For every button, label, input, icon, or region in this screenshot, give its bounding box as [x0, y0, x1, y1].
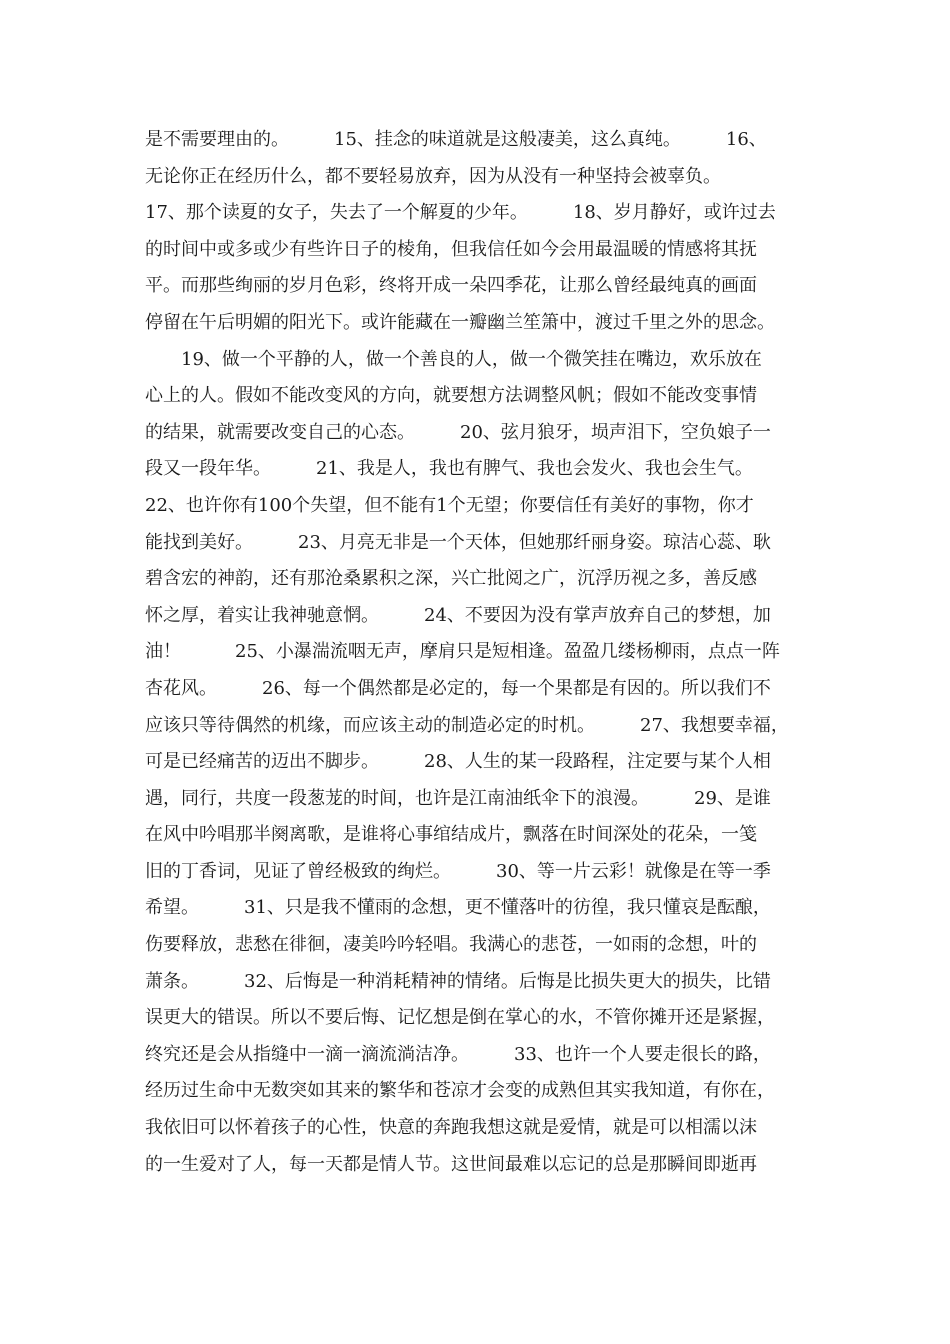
- text-line: 可是已经痛苦的迈出不脚步。 28、人生的某一段路程，注定要与某个人相: [145, 751, 771, 773]
- text-line: 在风中吟唱那半阕离歌，是谁将心事绾结成片，飘落在时间深处的花朵，一笺: [145, 824, 757, 846]
- text-line: 的时间中或多或少有些许日子的棱角，但我信任如今会用最温暖的情感将其抚: [145, 238, 757, 260]
- text-line: 22、也许你有100个失望，但不能有1个无望；你要信任有美好的事物，你才: [145, 494, 754, 516]
- text-line: 油！ 25、小瀑湍流咽无声，摩肩只是短相逢。盈盈几缕杨柳雨，点点一阵: [145, 641, 780, 663]
- text-line: 无论你正在经历什么，都不要轻易放弃，因为从没有一种坚持会被辜负。: [145, 165, 721, 187]
- text-line: 碧含宏的神韵，还有那沧桑累积之深，兴亡批阅之广，沉浮历视之多，善反感: [145, 568, 757, 590]
- text-line: 17、那个读夏的女子，失去了一个解夏的少年。 18、岁月静好，或许过去: [145, 202, 776, 224]
- text-line: 希望。 31、只是我不懂雨的念想，更不懂落叶的彷徨，我只懂哀是酝酿，: [145, 897, 771, 919]
- text-line: 的一生爱对了人，每一天都是情人节。这世间最难以忘记的总是那瞬间即逝再: [145, 1153, 757, 1175]
- text-line: 遇，同行，共度一段葱茏的时间，也许是江南油纸伞下的浪漫。 29、是谁: [145, 787, 771, 809]
- text-line: 终究还是会从指缝中一滴一滴流淌洁净。 33、也许一个人要走很长的路，: [145, 1043, 771, 1065]
- text-line: 我依旧可以怀着孩子的心性，快意的奔跑我想这就是爱情，就是可以相濡以沫: [145, 1117, 757, 1139]
- text-line: 心上的人。假如不能改变风的方向，就要想方法调整风帆；假如不能改变事情: [145, 385, 757, 407]
- text-line: 萧条。 32、后悔是一种消耗精神的情绪。后悔是比损失更大的损失，比错: [145, 970, 771, 992]
- text-line: 平。而那些绚丽的岁月色彩，终将开成一朵四季花，让那么曾经最纯真的画面: [145, 275, 757, 297]
- text-line: 的结果，就需要改变自己的心态。 20、弦月狼牙，埙声泪下，空负娘子一: [145, 421, 771, 443]
- text-line: 怀之厚，着实让我神驰意惘。 24、不要因为没有掌声放弃自己的梦想，加: [145, 604, 771, 626]
- text-line: 是不需要理由的。 15、挂念的味道就是这般凄美，这么真纯。 16、: [145, 129, 767, 150]
- text-line: 能找到美好。 23、月亮无非是一个天体，但她那纤丽身姿。琼洁心蕊、耿: [145, 531, 771, 553]
- text-line: 旧的丁香词，见证了曾经极致的绚烂。 30、等一片云彩！就像是在等一季: [145, 860, 771, 882]
- body-text: [145, 122, 815, 1183]
- text-line: 伤要释放，悲愁在徘徊，凄美吟吟轻唱。我满心的悲苍，一如雨的念想，叶的: [145, 934, 757, 956]
- text-line: 段又一段年华。 21、我是人，我也有脾气、我也会发火、我也会生气。: [145, 458, 753, 480]
- text-line: 应该只等待偶然的机缘，而应该主动的制造必定的时机。 27、我想要幸福，: [145, 714, 789, 736]
- text-line: 误更大的错误。所以不要后悔、记忆想是倒在掌心的水，不管你摊开还是紧握，: [145, 1007, 775, 1029]
- text-line: 19、做一个平静的人，做一个善良的人，做一个微笑挂在嘴边，欢乐放在: [145, 348, 762, 370]
- text-line: 停留在午后明媚的阳光下。或许能藏在一瓣幽兰笙箫中，渡过千里之外的思念。: [145, 311, 775, 333]
- text-line: 杏花风。 26、每一个偶然都是必定的，每一个果都是有因的。所以我们不: [145, 677, 771, 699]
- text-line: 经历过生命中无数突如其来的繁华和苍凉才会变的成熟但其实我知道，有你在，: [145, 1080, 775, 1102]
